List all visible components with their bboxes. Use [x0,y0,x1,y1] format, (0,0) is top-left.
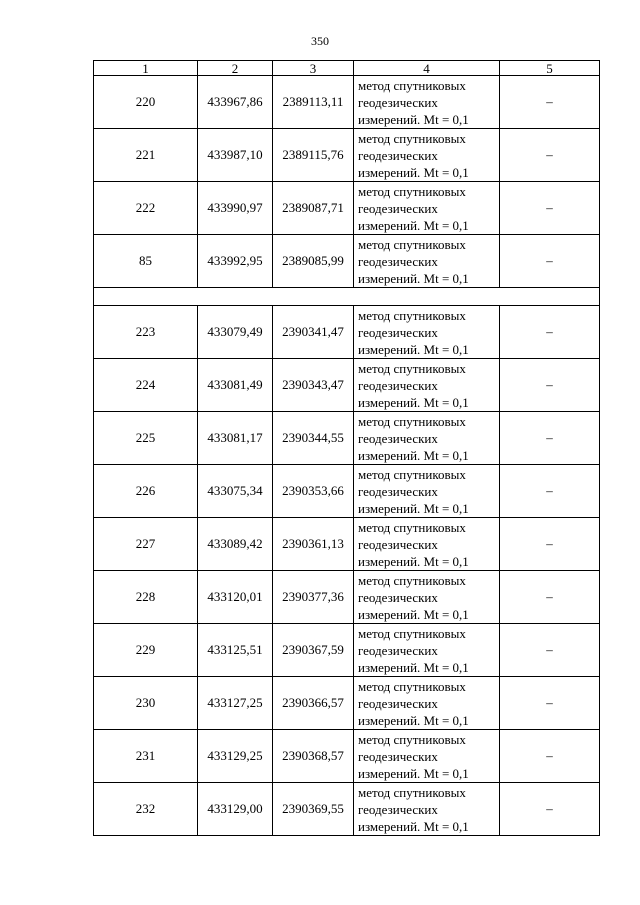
point-number-cell: 224 [94,359,198,412]
description-cell: – [500,730,600,783]
column-header-5: 5 [500,61,600,76]
column-header-2: 2 [198,61,273,76]
method-line: метод спутниковых [358,360,466,376]
method-line: измерений. Mt = 0,1 [358,164,469,180]
point-number-cell: 227 [94,518,198,571]
y-coordinate-cell: 2390367,59 [273,624,354,677]
method-cell [354,359,500,412]
y-coordinate-cell: 2390369,55 [273,783,354,836]
y-coordinate-cell: 2390344,55 [273,412,354,465]
y-coordinate-cell: 2390353,66 [273,465,354,518]
method-cell [354,465,500,518]
method-line: метод спутниковых [358,413,466,429]
table-row [94,677,600,730]
method-line: геодезических [358,748,438,764]
table-row [94,624,600,677]
method-line: измерений. Mt = 0,1 [358,111,469,127]
method-line: геодезических [358,430,438,446]
method-line: метод спутниковых [358,678,466,694]
method-cell [354,783,500,836]
group-separator-row [94,288,600,306]
method-line: геодезических [358,695,438,711]
method-line: измерений. Mt = 0,1 [358,500,469,516]
method-line: метод спутниковых [358,466,466,482]
description-cell: – [500,412,600,465]
y-coordinate-cell: 2390341,47 [273,306,354,359]
y-coordinate-cell: 2389115,76 [273,129,354,182]
method-line: геодезических [358,483,438,499]
column-header-1: 1 [94,61,198,76]
table-row [94,129,600,182]
method-line: геодезических [358,147,438,163]
point-number-cell: 226 [94,465,198,518]
method-line: измерений. Mt = 0,1 [358,341,469,357]
method-line: измерений. Mt = 0,1 [358,270,469,286]
point-number-cell: 225 [94,412,198,465]
method-line: геодезических [358,377,438,393]
table-row [94,571,600,624]
page-number: 350 [311,34,329,48]
y-coordinate-cell: 2390377,36 [273,571,354,624]
table-header-row [94,61,600,76]
table-row [94,465,600,518]
method-line: измерений. Mt = 0,1 [358,712,469,728]
method-line: измерений. Mt = 0,1 [358,659,469,675]
point-number-cell: 223 [94,306,198,359]
point-number-cell: 220 [94,76,198,129]
point-number-cell: 222 [94,182,198,235]
table-row [94,518,600,571]
x-coordinate-cell: 433075,34 [198,465,273,518]
description-cell: – [500,518,600,571]
method-line: метод спутниковых [358,236,466,252]
point-number-cell: 228 [94,571,198,624]
y-coordinate-cell: 2389087,71 [273,182,354,235]
table-body [94,76,600,836]
method-line: метод спутниковых [358,731,466,747]
method-line: измерений. Mt = 0,1 [358,553,469,569]
x-coordinate-cell: 433079,49 [198,306,273,359]
point-number-cell: 229 [94,624,198,677]
method-cell [354,412,500,465]
method-line: метод спутниковых [358,625,466,641]
column-header-3: 3 [273,61,354,76]
method-line: измерений. Mt = 0,1 [358,447,469,463]
method-cell [354,182,500,235]
method-cell [354,624,500,677]
method-line: метод спутниковых [358,183,466,199]
method-line: метод спутниковых [358,307,466,323]
method-line: геодезических [358,801,438,817]
method-cell [354,677,500,730]
x-coordinate-cell: 433081,17 [198,412,273,465]
x-coordinate-cell: 433967,86 [198,76,273,129]
method-line: геодезических [358,324,438,340]
method-cell [354,571,500,624]
point-number-cell: 221 [94,129,198,182]
group-separator-cell [94,288,600,306]
point-number-cell: 230 [94,677,198,730]
method-line: измерений. Mt = 0,1 [358,818,469,834]
method-cell [354,76,500,129]
method-line: геодезических [358,642,438,658]
coordinates-table [93,60,600,836]
method-line: геодезических [358,253,438,269]
x-coordinate-cell: 433089,42 [198,518,273,571]
description-cell: – [500,182,600,235]
description-cell: – [500,677,600,730]
method-line: геодезических [358,536,438,552]
table-row [94,412,600,465]
method-line: геодезических [358,200,438,216]
method-cell [354,235,500,288]
method-line: измерений. Mt = 0,1 [358,606,469,622]
description-cell: – [500,306,600,359]
description-cell: – [500,129,600,182]
table-row [94,359,600,412]
table-row [94,783,600,836]
method-cell [354,730,500,783]
description-cell: – [500,359,600,412]
column-header-4: 4 [354,61,500,76]
x-coordinate-cell: 433992,95 [198,235,273,288]
method-line: геодезических [358,589,438,605]
description-cell: – [500,76,600,129]
y-coordinate-cell: 2389085,99 [273,235,354,288]
method-line: метод спутниковых [358,130,466,146]
table-row [94,182,600,235]
method-cell [354,306,500,359]
point-number-cell: 231 [94,730,198,783]
description-cell: – [500,235,600,288]
method-line: измерений. Mt = 0,1 [358,394,469,410]
method-line: метод спутниковых [358,519,466,535]
table-row [94,306,600,359]
table-row [94,235,600,288]
method-cell [354,518,500,571]
x-coordinate-cell: 433127,25 [198,677,273,730]
y-coordinate-cell: 2390343,47 [273,359,354,412]
table-row [94,730,600,783]
description-cell: – [500,571,600,624]
y-coordinate-cell: 2390361,13 [273,518,354,571]
method-line: геодезических [358,94,438,110]
method-cell [354,129,500,182]
table-row [94,76,600,129]
x-coordinate-cell: 433081,49 [198,359,273,412]
description-cell: – [500,624,600,677]
y-coordinate-cell: 2389113,11 [273,76,354,129]
method-line: метод спутниковых [358,572,466,588]
point-number-cell: 232 [94,783,198,836]
method-line: измерений. Mt = 0,1 [358,765,469,781]
y-coordinate-cell: 2390366,57 [273,677,354,730]
x-coordinate-cell: 433987,10 [198,129,273,182]
x-coordinate-cell: 433120,01 [198,571,273,624]
method-line: метод спутниковых [358,784,466,800]
description-cell: – [500,465,600,518]
x-coordinate-cell: 433125,51 [198,624,273,677]
y-coordinate-cell: 2390368,57 [273,730,354,783]
method-line: метод спутниковых [358,77,466,93]
method-line: измерений. Mt = 0,1 [358,217,469,233]
x-coordinate-cell: 433129,00 [198,783,273,836]
x-coordinate-cell: 433990,97 [198,182,273,235]
point-number-cell: 85 [94,235,198,288]
description-cell: – [500,783,600,836]
x-coordinate-cell: 433129,25 [198,730,273,783]
